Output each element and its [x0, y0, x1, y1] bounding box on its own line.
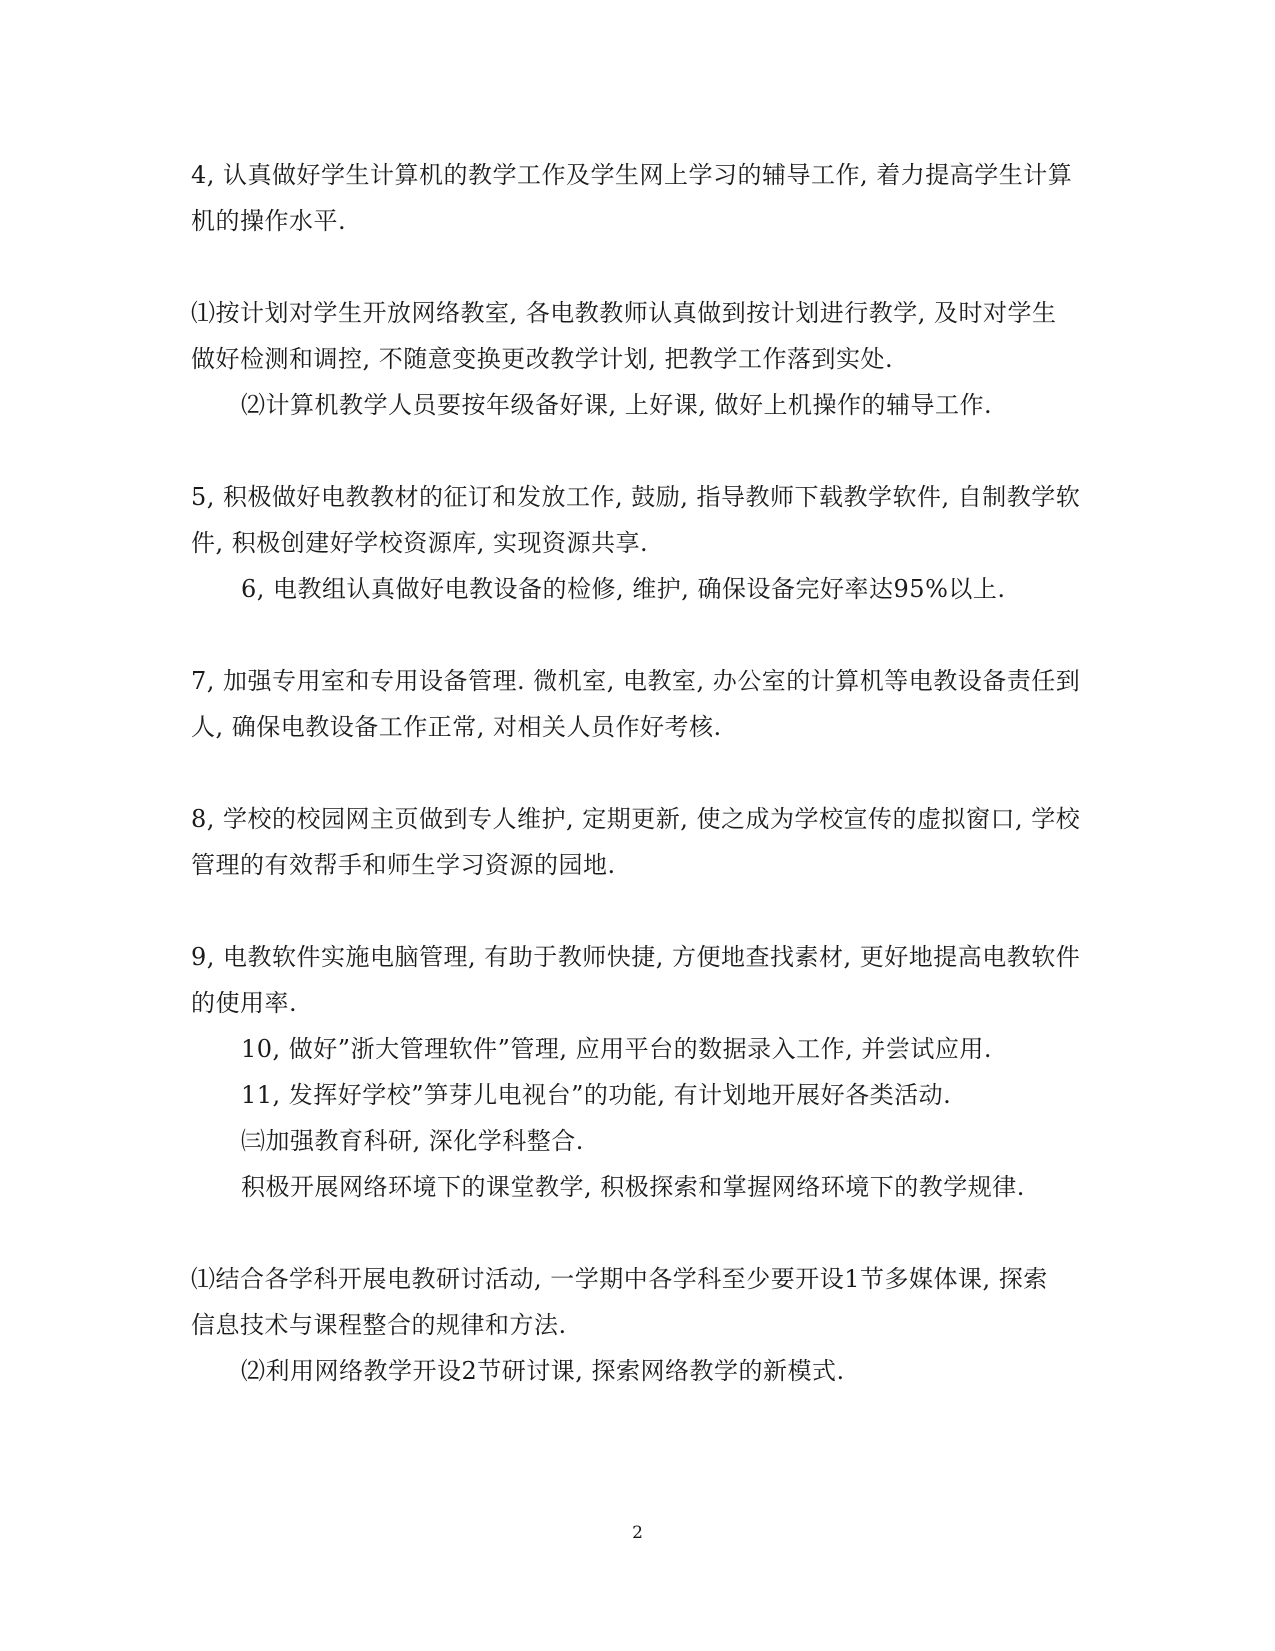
item-4-sub-1-line-1: ⑴按计划对学生开放网络教室, 各电教教师认真做到按计划进行教学, 及时对学生 — [191, 299, 1057, 327]
item-7-line-2: 人, 确保电教设备工作正常, 对相关人员作好考核. — [191, 713, 722, 741]
section-3-sub-1-line-2: 信息技术与课程整合的规律和方法. — [191, 1311, 567, 1339]
item-9-line-1: 9, 电教软件实施电脑管理, 有助于教师快捷, 方便地查找素材, 更好地提高电教软件 — [191, 943, 1081, 971]
section-3-heading: ㈢加强教育科研, 深化学科整合. — [241, 1127, 584, 1155]
section-3-intro: 积极开展网络环境下的课堂教学, 积极探索和掌握网络环境下的教学规律. — [241, 1173, 1025, 1201]
page-number: 2 — [632, 1523, 643, 1543]
section-3-sub-2: ⑵利用网络教学开设2节研讨课, 探索网络教学的新模式. — [241, 1357, 845, 1385]
item-6: 6, 电教组认真做好电教设备的检修, 维护, 确保设备完好率达95%以上. — [241, 575, 1006, 603]
item-8-line-2: 管理的有效帮手和师生学习资源的园地. — [191, 851, 616, 879]
section-3-sub-1-line-1: ⑴结合各学科开展电教研讨活动, 一学期中各学科至少要开设1节多媒体课, 探索 — [191, 1265, 1048, 1293]
item-11: 11, 发挥好学校”笋芽儿电视台”的功能, 有计划地开展好各类活动. — [241, 1081, 952, 1109]
item-4-line-2: 机的操作水平. — [191, 207, 347, 235]
item-10: 10, 做好”浙大管理软件”管理, 应用平台的数据录入工作, 并尝试应用. — [241, 1035, 992, 1063]
item-7-line-1: 7, 加强专用室和专用设备管理. 微机室, 电教室, 办公室的计算机等电教设备责任到 — [191, 667, 1081, 695]
item-8-line-1: 8, 学校的校园网主页做到专人维护, 定期更新, 使之成为学校宣传的虚拟窗口, 学校 — [191, 805, 1081, 833]
item-4-line-1: 4, 认真做好学生计算机的教学工作及学生网上学习的辅导工作, 着力提高学生计算 — [191, 161, 1073, 189]
item-4-sub-1-line-2: 做好检测和调控, 不随意变换更改教学计划, 把教学工作落到实处. — [191, 345, 894, 373]
item-5-line-1: 5, 积极做好电教教材的征订和发放工作, 鼓励, 指导教师下载教学软件, 自制教学软 — [191, 483, 1081, 511]
item-4-sub-2: ⑵计算机教学人员要按年级备好课, 上好课, 做好上机操作的辅导工作. — [241, 391, 993, 419]
item-5-line-2: 件, 积极创建好学校资源库, 实现资源共享. — [191, 529, 649, 557]
item-9-line-2: 的使用率. — [191, 989, 298, 1017]
